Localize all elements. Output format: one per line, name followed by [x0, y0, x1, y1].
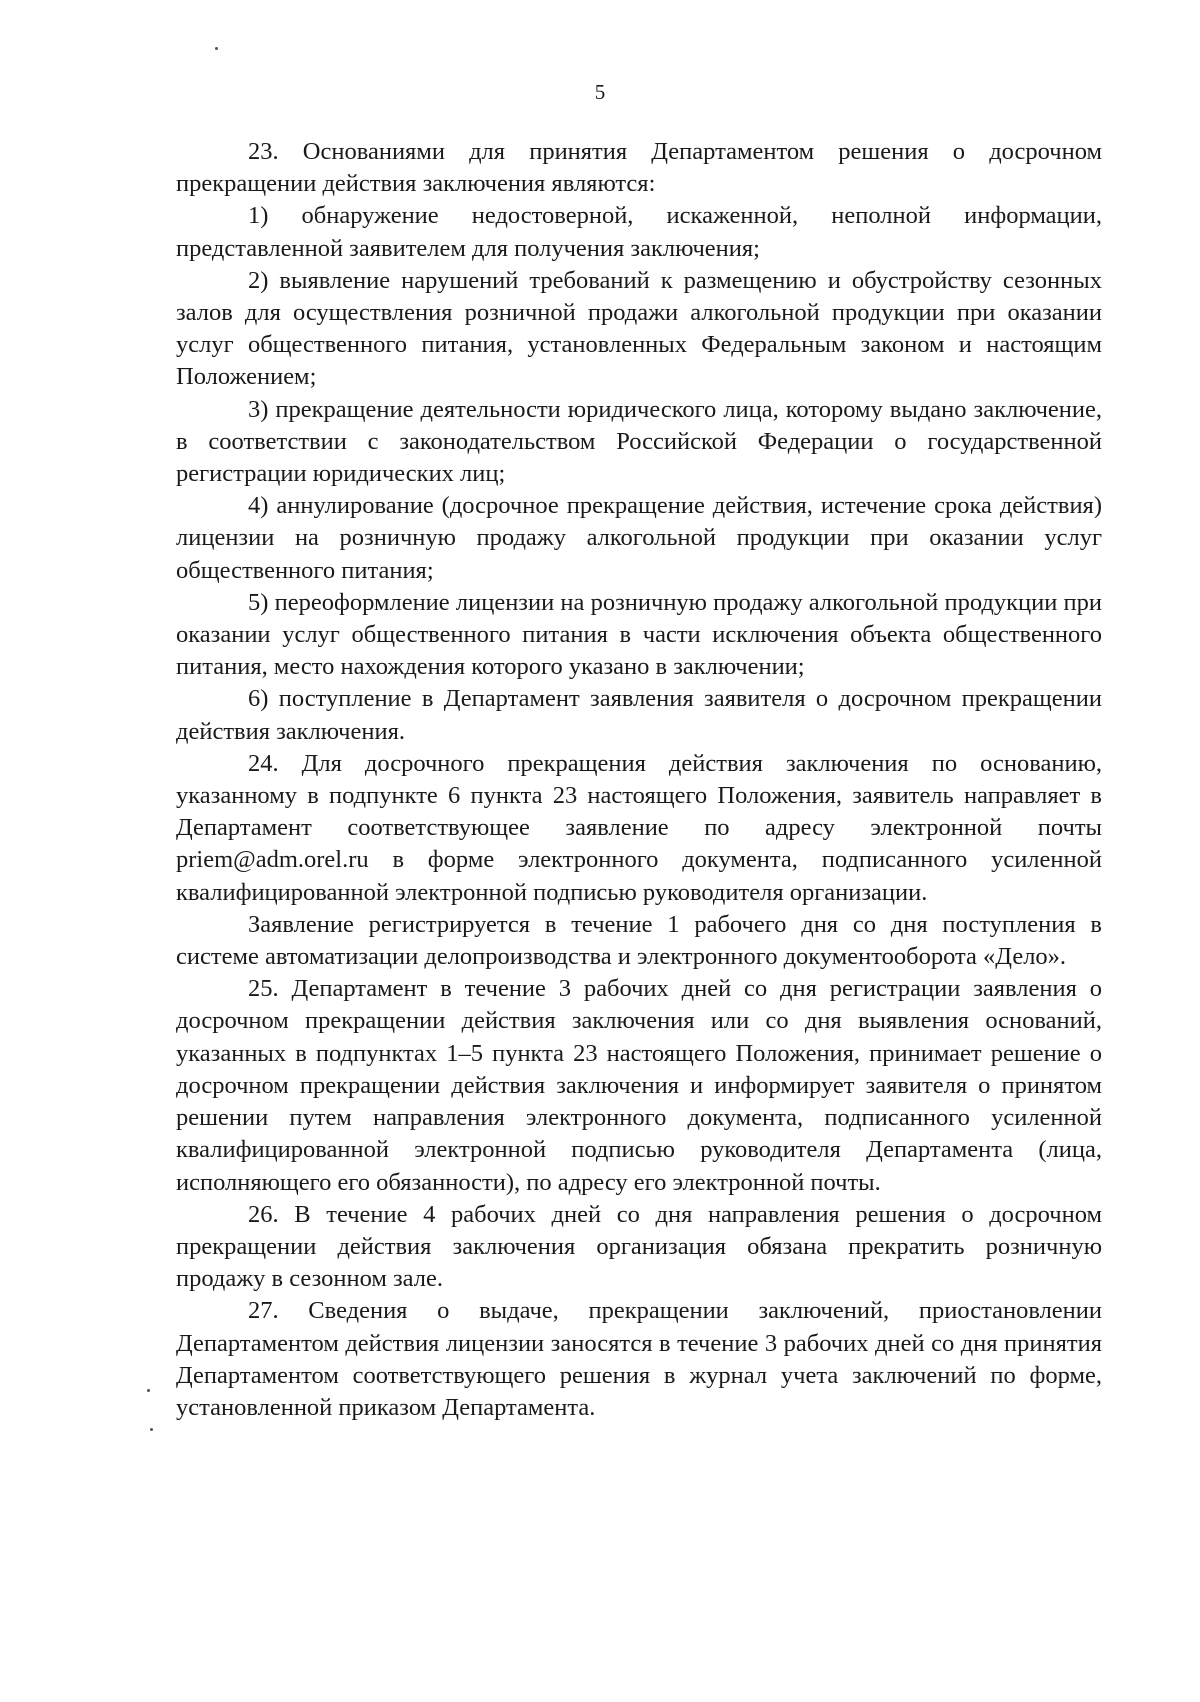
- paragraph-25: 25. Департамент в течение 3 рабочих дней со дня регистрации заявления о досрочном прекращении действия заключения или со дня выявления оснований, указанных в подпунктах 1–5 пункта 23 настоящего Положения, принимает решение о досрочном прекращении действия заключения и информирует заявителя о принятом решении путем направления электронного документа, подписанного усиленной квалифицированной электронной подписью руководителя Департамента (лица, исполняющего его обязанности), по адресу его электронной почты.: [176, 975, 1102, 1196]
- subparagraph-23-3: 3) прекращение деятельности юридического лица, которому выдано заключение, в соответствии с законодательством Российской Федерации о государственной регистрации юридических лиц;: [176, 395, 1102, 488]
- paragraph-24: 24. Для досрочного прекращения действия заключения по основанию, указанному в подпункте 6 пункта 23 настоящего Положения, заявитель направляет в Департамент соответствующее заявление по адресу электронной почты priem@adm.orel.ru в форме электронного документа, подписанного усиленной квалифицированной электронной подписью руководителя организации.: [176, 749, 1102, 906]
- scan-speck: [147, 1389, 150, 1392]
- paragraph-23: 23. Основаниями для принятия Департаментом решения о досрочном прекращении действия заключения являются:: [176, 138, 1102, 198]
- subparagraph-23-5: 5) переоформление лицензии на розничную продажу алкогольной продукции при оказании услуг общественного питания в части исключения объекта общественного питания, место нахождения которого указано в заключении;: [176, 588, 1102, 681]
- paragraph-24-registration: Заявление регистрируется в течение 1 рабочего дня со дня поступления в системе автоматизации делопроизводства и электронного документооборота «Дело».: [176, 910, 1102, 971]
- scan-speck: [215, 47, 218, 50]
- document-body: [176, 136, 1102, 1424]
- paragraph-27: 27. Сведения о выдаче, прекращении заключений, приостановлении Департаментом действия лицензии заносятся в течение 3 рабочих дней со дня принятия Департаментом соответствующего решения в журнал учета заключений по форме, установленной приказом Департамента.: [176, 1297, 1102, 1421]
- subparagraph-23-6: 6) поступление в Департамент заявления заявителя о досрочном прекращении действия заключения.: [176, 685, 1102, 745]
- scan-speck: [150, 1428, 153, 1431]
- page-number: 5: [594, 80, 606, 104]
- subparagraph-23-4: 4) аннулирование (досрочное прекращение действия, истечение срока действия) лицензии на розничную продажу алкогольной продукции при оказании услуг общественного питания;: [176, 492, 1102, 584]
- subparagraph-23-2: 2) выявление нарушений требований к размещению и обустройству сезонных залов для осуществления розничной продажи алкогольной продукции при оказании услуг общественного питания, установленных Федеральным законом и настоящим Положением;: [176, 266, 1102, 391]
- subparagraph-23-1: 1) обнаружение недостоверной, искаженной, неполной информации, представленной заявителем для получения заключения;: [176, 202, 1102, 262]
- paragraph-26: 26. В течение 4 рабочих дней со дня направления решения о досрочном прекращении действия заключения организация обязана прекратить розничную продажу в сезонном зале.: [176, 1200, 1102, 1293]
